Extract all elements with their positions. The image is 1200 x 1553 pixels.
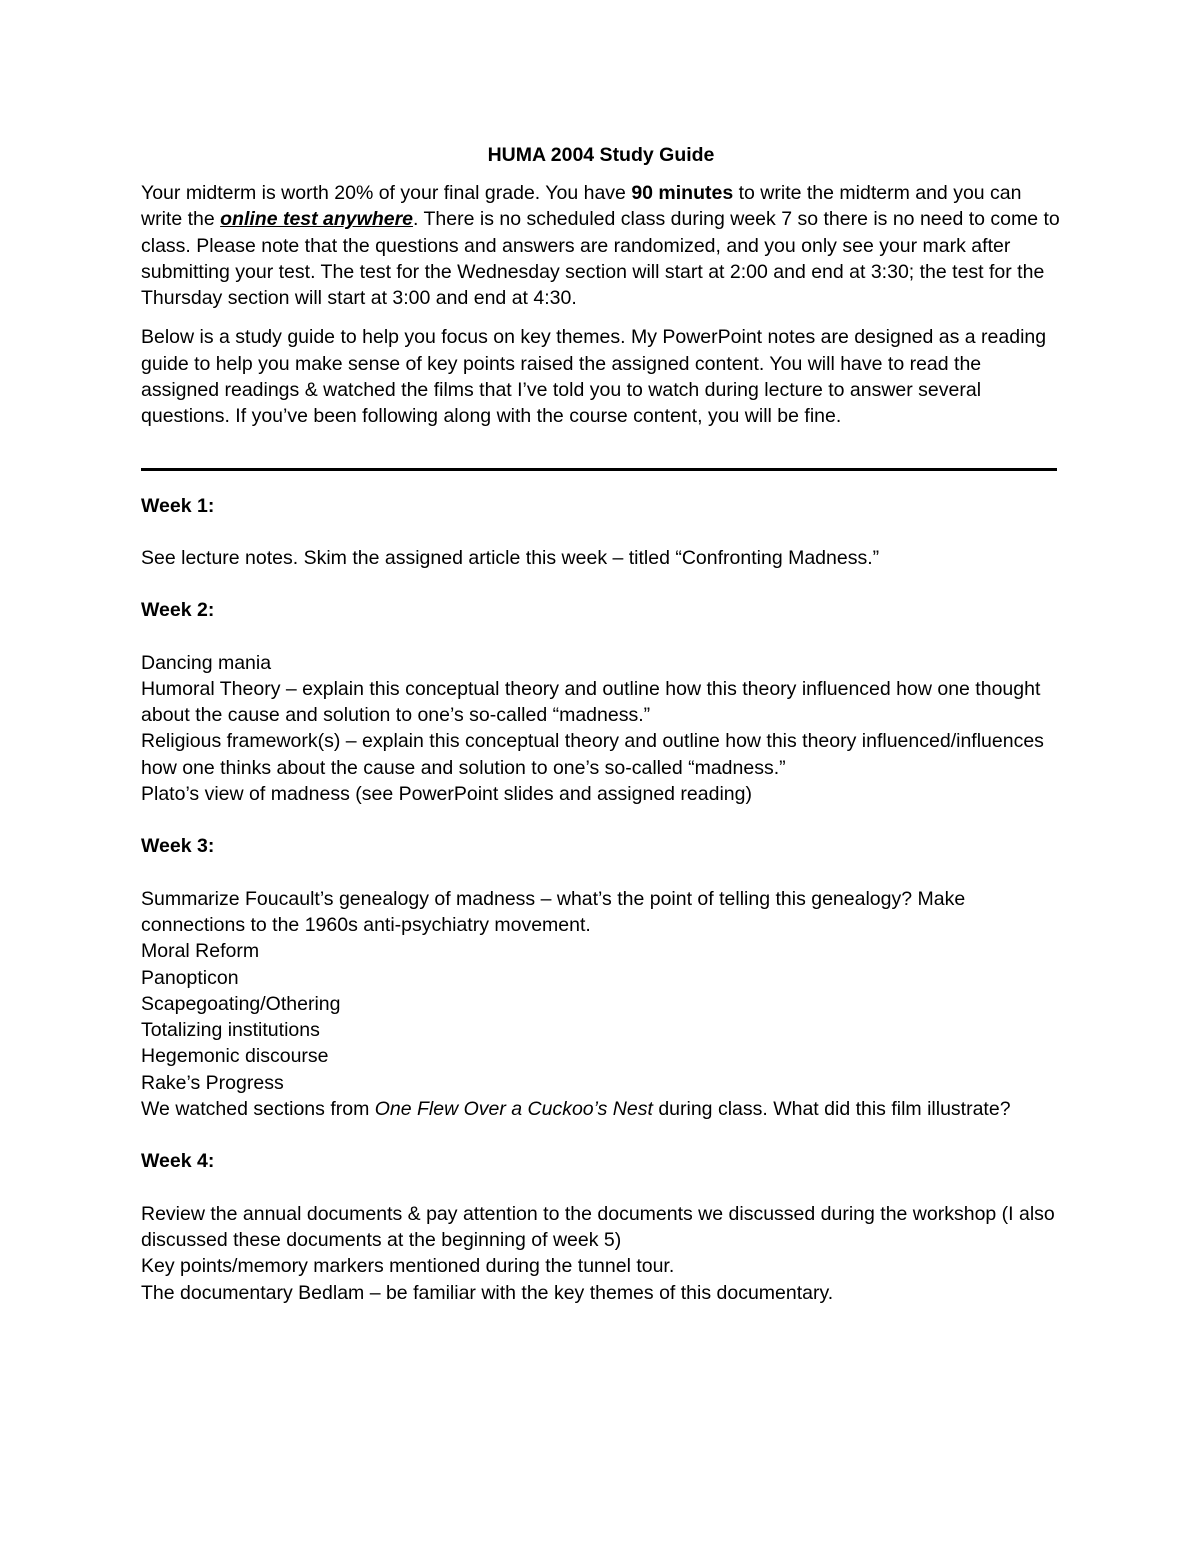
intro-online-test: online test anywhere — [220, 208, 414, 231]
week-2-line: Religious framework(s) – explain this conceptual theory and outline how this theory influenced/influences how one thinks about the cause and solution to one’s so-called “madness.” — [141, 730, 1044, 779]
page-title: HUMA 2004 Study Guide — [487, 144, 715, 166]
horizontal-divider — [141, 468, 1057, 471]
week-4-line: The documentary Bedlam – be familiar with the key themes of this documentary. — [141, 1281, 834, 1304]
film-title: One Flew Over a Cuckoo’s Nest — [374, 1098, 653, 1121]
week-2-line: Humoral Theory – explain this conceptual theory and outline how this theory influenced how one thought about the cause and solution to one’s so-called “madness.” — [141, 677, 1041, 727]
week-2-heading: Week 2: — [141, 599, 215, 622]
week-3-line: Scapegoating/Othering — [141, 992, 341, 1015]
week-2-section — [141, 597, 1061, 807]
film-line-text-c: during class. What did this film illustrate? — [652, 1098, 1011, 1121]
week-2-line: Dancing mania — [141, 651, 272, 674]
week-3-line: Moral Reform — [141, 940, 260, 963]
week-3-heading: Week 3: — [141, 835, 215, 858]
week-4-section — [141, 1148, 1061, 1305]
intro-text-c: to write the midterm and you can write the — [141, 182, 1022, 231]
week-3-line: Summarize Foucault’s genealogy of madness – what’s the point of telling this genealogy? Make connections to the 1960s anti-psychiatry movement. — [141, 887, 966, 936]
week-3-section — [141, 833, 1061, 1122]
week-2-line: Plato’s view of madness (see PowerPoint slides and assigned reading) — [141, 783, 752, 806]
week-1-section — [141, 493, 1061, 572]
intro-duration: 90 minutes — [631, 182, 734, 204]
intro-text-a: Your midterm is worth 20% of your final grade. You have — [141, 182, 632, 204]
week-4-line: Review the annual documents & pay attention to the documents we discussed during the workshop (I also discussed these documents at the beginning of week 5) — [141, 1202, 1055, 1251]
week-4-heading: Week 4: — [141, 1150, 215, 1173]
intro-paragraph-2: Below is a study guide to help you focus on key themes. My PowerPoint notes are designed as a reading guide to help you make sense of key points raised the assigned content. You will have to read the assigned readings & watched the films that I’ve told you to watch during lecture to answer several questions. If you’ve been following along with the course content, you will be fine. — [141, 326, 1047, 428]
week-3-line: Hegemonic discourse — [141, 1045, 329, 1068]
week-3-film-line — [141, 1096, 1061, 1122]
week-1-line: See lecture notes. Skim the assigned article this week – titled “Confronting Madness.” — [141, 546, 880, 569]
week-3-line: Panopticon — [141, 966, 239, 989]
week-3-line: Totalizing institutions — [141, 1019, 320, 1042]
intro-paragraph-1 — [141, 180, 1061, 311]
document-body — [141, 140, 1061, 1306]
week-1-heading: Week 1: — [141, 494, 215, 517]
film-line-text-a: We watched sections from — [141, 1098, 375, 1121]
intro-text-e: . There is no scheduled class during week 7 so there is no need to come to class. Please note that the questions and answers are randomized, and you only see your mark after submitting your test. The test for the Wednesday section will start at 2:00 and end at 3:30; the test for the Thursday section will start at 3:00 and end at 4:30. — [141, 208, 1060, 310]
week-3-line: Rake’s Progress — [141, 1071, 284, 1094]
week-4-line: Key points/memory markers mentioned during the tunnel tour. — [141, 1255, 675, 1278]
